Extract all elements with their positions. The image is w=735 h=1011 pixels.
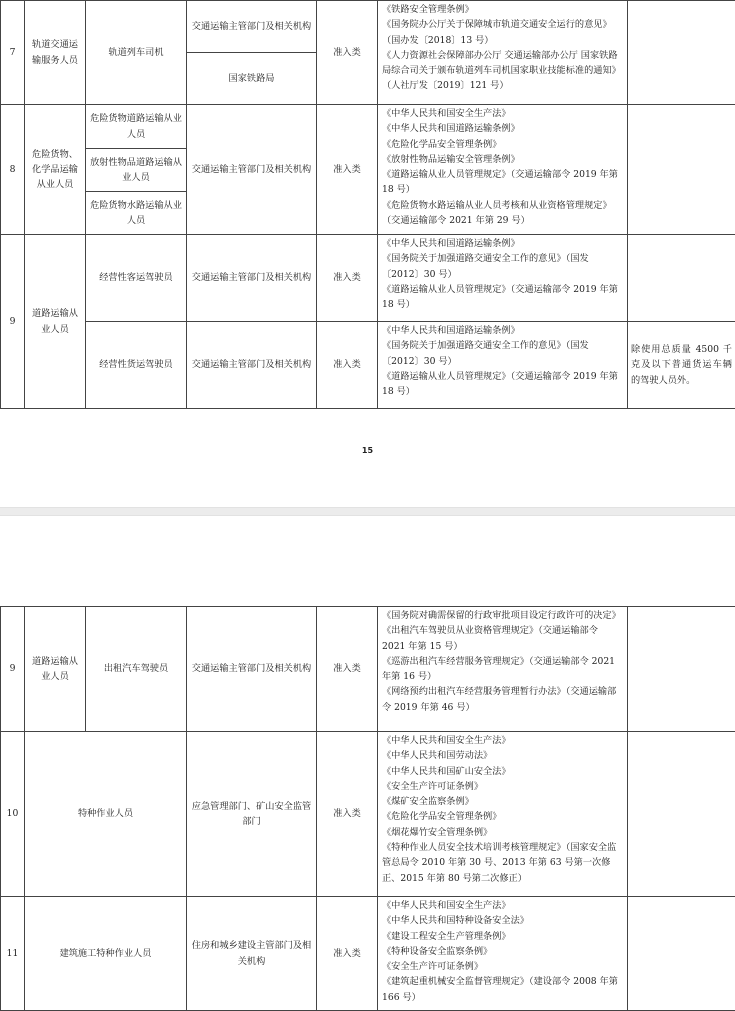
basis-cell xyxy=(378,235,628,322)
basis-item: 《道路运输从业人员管理规定》（交通运输部令 2019 年第 18 号） xyxy=(382,370,618,398)
row-number: 11 xyxy=(1,897,25,1011)
basis-item: 《危险化学品安全管理条例》 xyxy=(382,811,502,823)
basis-item: 《出租汽车驾驶员从业资格管理规定》（交通运输部令 2021 年第 15 号） xyxy=(382,625,598,652)
basis-item: 《网络预约出租汽车经营服务管理暂行办法》（交通运输部令 2019 年第 46 号） xyxy=(382,686,617,713)
subcategory-cell: 危险货物道路运输从业人员 xyxy=(86,105,187,149)
department-cell: 国家铁路局 xyxy=(187,53,317,105)
basis-item: 《中华人民共和国劳动法》 xyxy=(382,750,493,762)
basis-item: 《中华人民共和国安全生产法》 xyxy=(382,735,511,746)
basis-cell xyxy=(378,322,628,409)
type-cell: 准入类 xyxy=(317,322,378,409)
basis-cell xyxy=(378,607,628,732)
note-cell xyxy=(628,105,735,235)
subcategory-cell: 危险货物水路运输从业人员 xyxy=(86,192,187,235)
category-cell: 轨道交通运输服务人员 xyxy=(25,1,86,105)
basis-item: 《特种作业人员安全技术培训考核管理规定》（国家安全监管总局令 2010 年第 30 号、2013 年第 63 号第一次修正、2015 年第 80 号第二次修正） xyxy=(382,842,617,884)
basis-item: 《中华人民共和国特种设备安全法》 xyxy=(382,915,529,927)
row-number: 7 xyxy=(1,1,25,105)
basis-item: 《危险化学品安全管理条例》 xyxy=(382,138,502,150)
basis-item: 《国务院对确需保留的行政审批项目设定行政许可的决定》 xyxy=(382,610,621,621)
basis-item: 《中华人民共和国安全生产法》 xyxy=(382,900,511,911)
basis-item: 《危险货物水路运输从业人员考核和从业资格管理规定》（交通运输部令 2021 年第 29 号） xyxy=(382,199,612,227)
subcategory-cell: 经营性客运驾驶员 xyxy=(86,235,187,322)
department-cell: 住房和城乡建设主管部门及相关机构 xyxy=(187,897,317,1011)
basis-item: 《人力资源社会保障部办公厅 交通运输部办公厅 国家铁路局综合司关于颁布轨道列车司机国家职业技能标准的通知》（人社厅发〔2019〕121 号） xyxy=(382,49,621,92)
note-cell xyxy=(628,235,735,322)
type-cell: 准入类 xyxy=(317,897,378,1011)
basis-item: 《特种设备安全监察条例》 xyxy=(382,945,493,957)
subcategory-cell: 放射性物品道路运输从业人员 xyxy=(86,149,187,192)
basis-item: 《安全生产许可证条例》 xyxy=(382,780,484,792)
basis-item: 《煤矿安全监察条例》 xyxy=(382,796,474,808)
basis-cell xyxy=(378,1,628,105)
subcategory-cell: 经营性货运驾驶员 xyxy=(86,322,187,409)
qualification-table-page-16 xyxy=(0,606,735,1011)
table-row xyxy=(1,1,735,53)
basis-item: 《安全生产许可证条例》 xyxy=(382,961,484,973)
type-cell: 准入类 xyxy=(317,105,378,235)
basis-item: 《烟花爆竹安全管理条例》 xyxy=(382,826,493,838)
qualification-table-page-15 xyxy=(0,0,735,409)
page-separator xyxy=(0,507,735,516)
department-cell: 交通运输主管部门及相关机构 xyxy=(187,235,317,322)
basis-item: 《国务院关于加强道路交通安全工作的意见》（国发〔2012〕30 号） xyxy=(382,340,589,367)
department-cell: 交通运输主管部门及相关机构 xyxy=(187,105,317,235)
subcategory-cell: 轨道列车司机 xyxy=(86,1,187,105)
note-cell xyxy=(628,1,735,105)
basis-item: 《道路运输从业人员管理规定》（交通运输部令 2019 年第 18 号） xyxy=(382,169,618,196)
basis-item: 《中华人民共和国道路运输条例》 xyxy=(382,238,520,249)
row-number: 8 xyxy=(1,105,25,235)
basis-item: 《建设工程安全生产管理条例》 xyxy=(382,930,511,942)
table-row xyxy=(1,322,735,409)
note-cell: 除使用总质量 4500 千克及以下普通货运车辆的驾驶人员外。 xyxy=(628,322,735,409)
category-cell: 危险货物、化学品运输从业人员 xyxy=(25,105,86,235)
note-cell xyxy=(628,897,735,1011)
category-cell: 特种作业人员 xyxy=(25,732,187,897)
basis-cell xyxy=(378,897,628,1011)
department-cell: 应急管理部门、矿山安全监管部门 xyxy=(187,732,317,897)
basis-item: 《建筑起重机械安全监督管理规定》（建设部令 2008 年第 166 号） xyxy=(382,976,618,1003)
basis-item: 《巡游出租汽车经营服务管理规定》（交通运输部令 2021 年第 16 号） xyxy=(382,655,616,683)
basis-item: 《国务院办公厅关于保障城市轨道交通安全运行的意见》（国办发〔2018〕13 号） xyxy=(382,19,612,46)
subcategory-cell: 出租汽车驾驶员 xyxy=(86,607,187,732)
category-cell: 建筑施工特种作业人员 xyxy=(25,897,187,1011)
row-number: 9 xyxy=(1,607,25,732)
type-cell: 准入类 xyxy=(317,732,378,897)
basis-cell xyxy=(378,732,628,897)
table-row xyxy=(1,235,735,322)
basis-item: 《中华人民共和国安全生产法》 xyxy=(382,108,511,119)
basis-item: 《放射性物品运输安全管理条例》 xyxy=(382,153,520,165)
basis-item: 《中华人民共和国矿山安全法》 xyxy=(382,765,511,777)
basis-item: 《道路运输从业人员管理规定》（交通运输部令 2019 年第 18 号） xyxy=(382,283,618,311)
table-row xyxy=(1,897,735,1011)
note-cell xyxy=(628,732,735,897)
department-cell: 交通运输主管部门及相关机构 xyxy=(187,322,317,409)
basis-item: 《国务院关于加强道路交通安全工作的意见》（国发〔2012〕30 号） xyxy=(382,253,589,280)
type-cell: 准入类 xyxy=(317,1,378,105)
department-cell: 交通运输主管部门及相关机构 xyxy=(187,1,317,53)
row-number: 10 xyxy=(1,732,25,897)
table-row xyxy=(1,105,735,149)
basis-item: 《铁路安全管理条例》 xyxy=(382,4,474,15)
note-cell xyxy=(628,607,735,732)
category-cell: 道路运输从业人员 xyxy=(25,607,86,732)
department-cell: 交通运输主管部门及相关机构 xyxy=(187,607,317,732)
basis-cell xyxy=(378,105,628,235)
page-16 xyxy=(0,516,735,1011)
basis-item: 《中华人民共和国道路运输条例》 xyxy=(382,123,520,135)
type-cell: 准入类 xyxy=(317,607,378,732)
category-cell: 道路运输从业人员 xyxy=(25,235,86,409)
basis-item: 《中华人民共和国道路运输条例》 xyxy=(382,325,520,336)
row-number: 9 xyxy=(1,235,25,409)
table-row xyxy=(1,732,735,897)
type-cell: 准入类 xyxy=(317,235,378,322)
table-row xyxy=(1,607,735,732)
page-number: 15 xyxy=(361,446,374,455)
